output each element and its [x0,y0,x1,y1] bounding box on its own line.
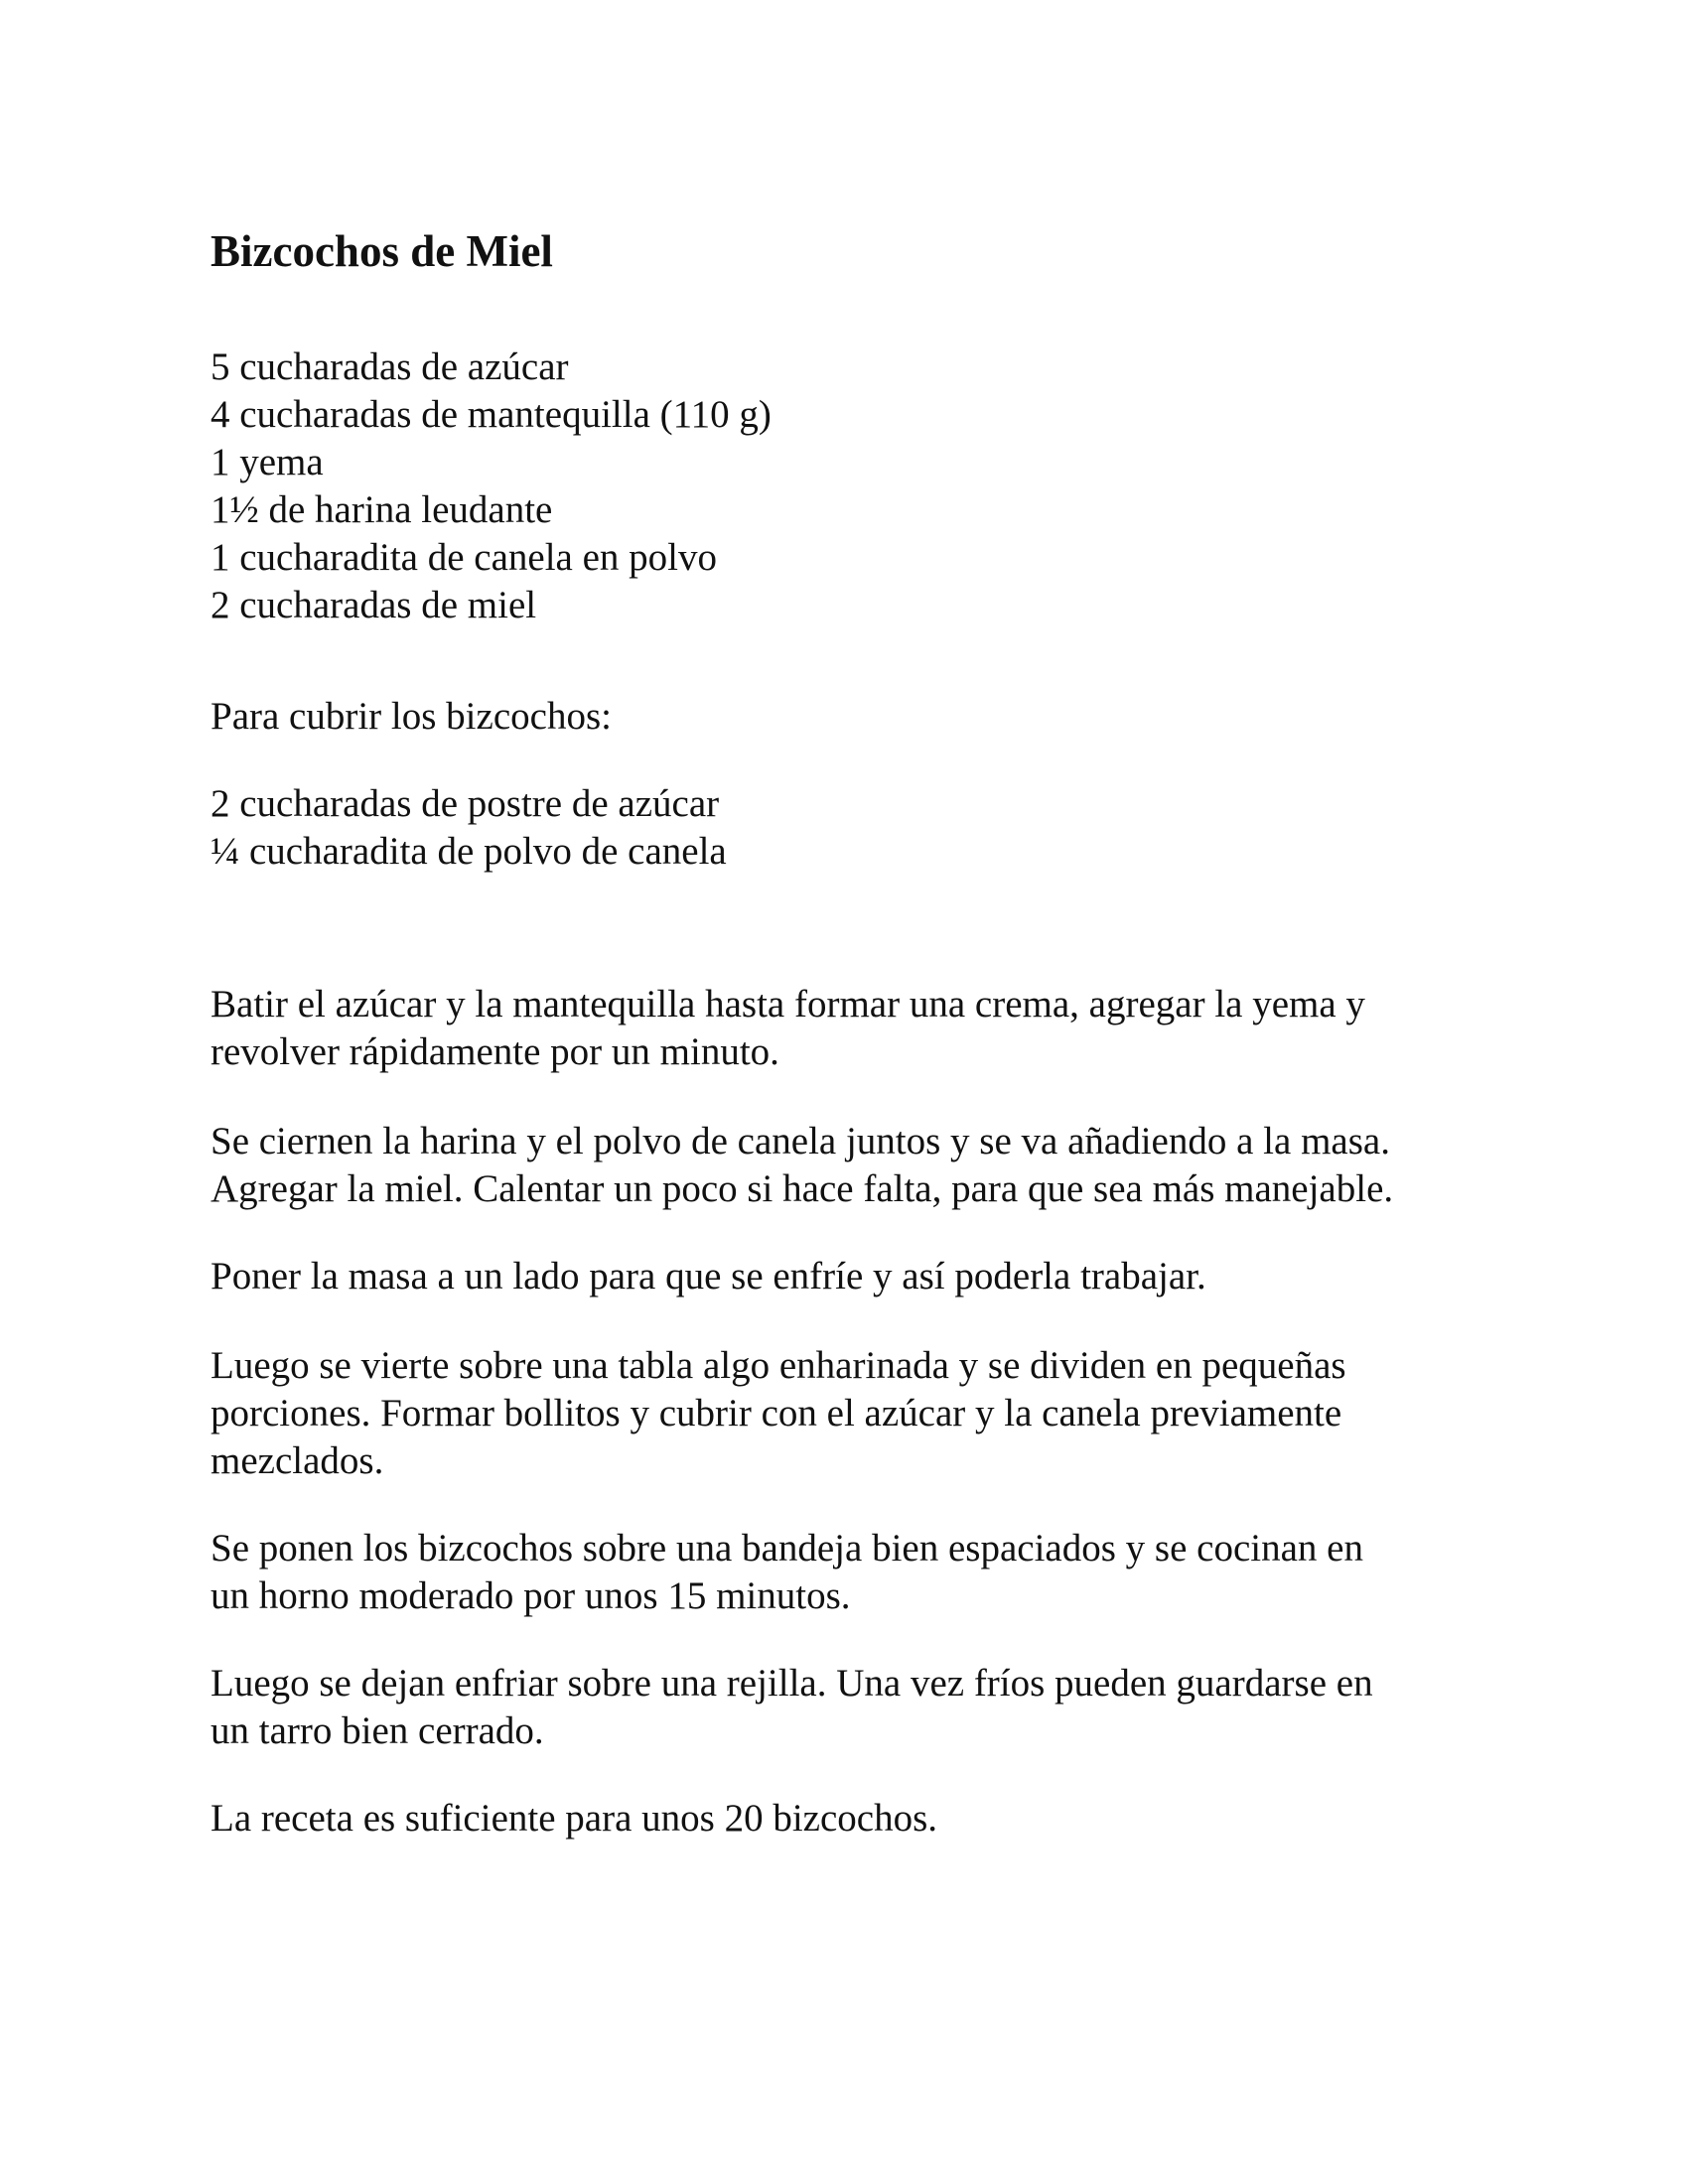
step-paragraph: Se ponen los bizcochos sobre una bandeja bien espaciados y se cocinan en un horno moderado por unos 15 minutos. [211,1527,1363,1617]
topping-ingredient-item: 2 cucharadas de postre de azúcar [211,782,720,825]
ingredient-item: 1 yema [211,441,324,483]
ingredient-item: 2 cucharadas de miel [211,584,537,626]
ingredient-item: 1 cucharadita de canela en polvo [211,536,717,579]
ingredient-item: 1½ de harina leudante [211,488,553,531]
topping-ingredient-item: ¼ cucharadita de polvo de canela [211,830,727,873]
recipe-title: Bizcochos de Miel [211,226,553,276]
step-paragraph: Luego se vierte sobre una tabla algo enharinada y se dividen en pequeñas porciones. Formar bollitos y cubrir con el azúcar y la canela previamente mezclados. [211,1344,1346,1482]
topping-ingredients-list [211,780,727,876]
step-paragraph: La receta es suficiente para unos 20 bizcochos. [211,1797,938,1840]
ingredient-item: 5 cucharadas de azúcar [211,345,569,388]
ingredient-item: 4 cucharadas de mantequilla (110 g) [211,393,772,436]
step-paragraph: Batir el azúcar y la mantequilla hasta formar una crema, agregar la yema y revolver rápidamente por un minuto. [211,983,1365,1073]
step-paragraph: Luego se dejan enfriar sobre una rejilla. Una vez fríos pueden guardarse en un tarro bien cerrado. [211,1662,1373,1752]
ingredients-list [211,343,772,629]
step-paragraph: Se ciernen la harina y el polvo de canela juntos y se va añadiendo a la masa. Agregar la miel. Calentar un poco si hace falta, para que sea más manejable. [211,1120,1394,1210]
step-paragraph: Poner la masa a un lado para que se enfríe y así poderla trabajar. [211,1255,1206,1297]
topping-heading: Para cubrir los bizcochos: [211,695,612,738]
